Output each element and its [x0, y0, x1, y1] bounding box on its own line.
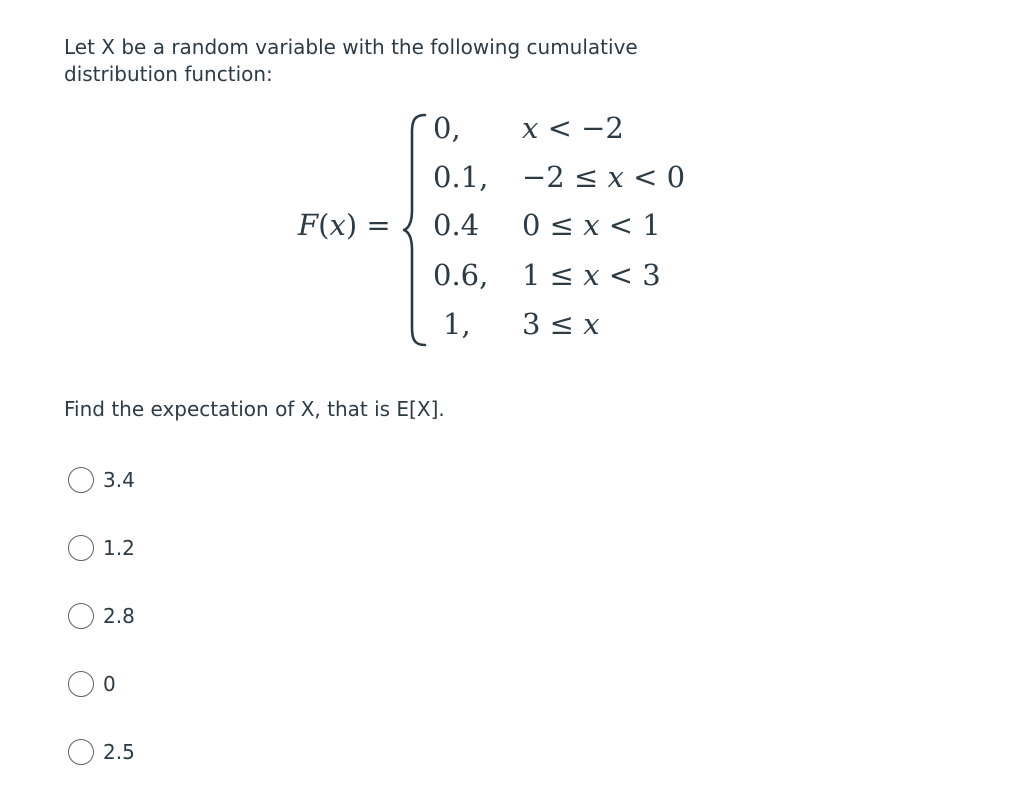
formula-lhs: F(x) =	[298, 208, 391, 242]
radio-button[interactable]	[68, 671, 94, 697]
answer-option[interactable]	[68, 533, 468, 601]
radio-button[interactable]	[68, 535, 94, 561]
radio-button[interactable]	[68, 467, 94, 493]
answer-label: 0	[103, 672, 116, 696]
case-value: 0,	[433, 111, 461, 145]
question-text: Let X be a random variable with the following cumulative distribution function:	[64, 35, 638, 86]
answer-option[interactable]	[68, 737, 468, 805]
answer-label: 2.5	[103, 740, 135, 764]
question-prompt: Find the expectation of X, that is E[X].	[64, 397, 445, 421]
answer-options	[68, 465, 468, 805]
answer-option[interactable]	[68, 669, 468, 737]
answer-option[interactable]	[68, 601, 468, 669]
case-value: 0.4	[433, 208, 480, 242]
answer-label: 3.4	[103, 468, 135, 492]
case-value: 0.1,	[433, 160, 489, 194]
answer-label: 1.2	[103, 536, 135, 560]
case-condition: 3 ≤ x	[522, 307, 600, 341]
case-condition: −2 ≤ x < 0	[522, 160, 686, 194]
case-value: 1,	[443, 307, 471, 341]
radio-button[interactable]	[68, 603, 94, 629]
case-condition: 1 ≤ x < 3	[522, 258, 661, 292]
cdf-formula	[0, 0, 1024, 360]
case-condition: 0 ≤ x < 1	[522, 208, 661, 242]
radio-button[interactable]	[68, 739, 94, 765]
case-condition: x < −2	[522, 111, 624, 145]
left-brace-icon	[403, 112, 429, 348]
answer-option[interactable]	[68, 465, 468, 533]
answer-label: 2.8	[103, 604, 135, 628]
case-value: 0.6,	[433, 258, 489, 292]
